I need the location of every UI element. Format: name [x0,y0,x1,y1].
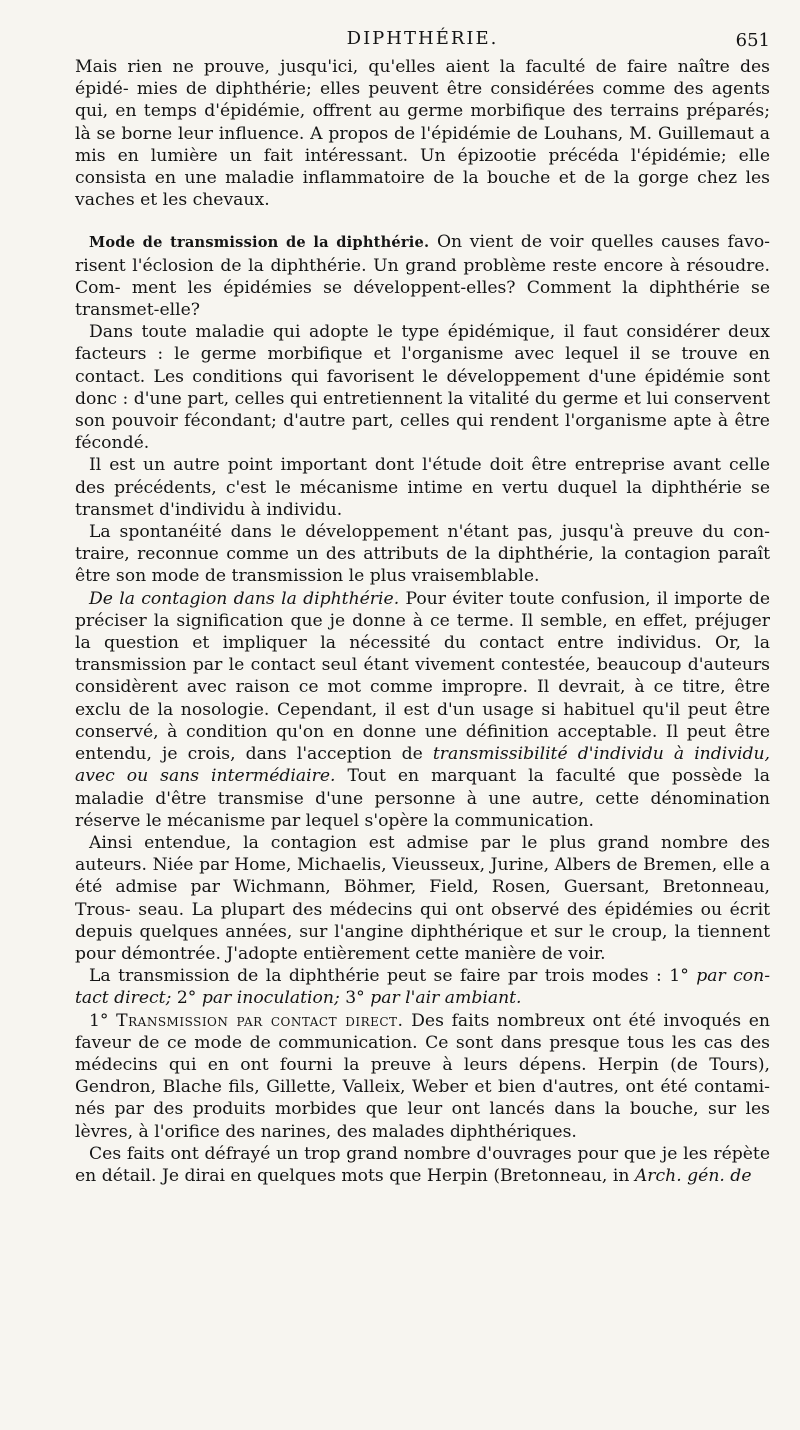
text-line: qu'il peut être conservé, à condition qu'on en donne une définition acceptable. [75,699,771,742]
text-line: La transmission de la diphthérie peut se faire par trois modes : 1° [89,966,697,987]
text-line: en effet, préjuger la question et impliquer la nécessité du contact entre [75,610,770,654]
italic-text: par inoculation; [201,988,340,1009]
text-line: transmet d'individu à individu. [75,499,343,520]
text-line: La spontanéité dans le développement n'étant pas, jusqu'à preuve du con- [89,522,770,543]
text-line: en faveur de ce mode de communication. Ce sont dans presque tous les cas [75,1010,771,1053]
text-line: Il peut être entendu, je crois, dans l'acception de [75,721,770,765]
text-line: des précédents, c'est le mécanisme intime en vertu duquel la diphthérie se [75,477,770,498]
text-line: 2° [171,988,202,1009]
section-number: 1° [89,1010,117,1031]
text-line: des médecins qui en ont fourni la preuve à leurs dépens. Herpin (de Tours), [75,1032,770,1075]
paragraph [75,521,770,588]
section-title: Mode de transmission de la diphthérie. [89,234,430,252]
paragraph [75,832,770,965]
text-line: Des faits nombreux ont été invoqués [403,1010,742,1031]
paragraph [75,1143,770,1187]
paragraph [75,454,770,521]
text-line: Les conditions qui favorisent le développement d'une épidémie sont donc : d'une [75,366,770,409]
text-line: On vient de voir quelles causes favo- [429,232,770,253]
text-line: Niée par Home, Michaelis, Vieusseux, Jurine, Albers de Bremen, elle a été [75,855,770,898]
italic-text: Arch. gén. de [634,1165,752,1186]
italic-text: individu, avec ou sans intermédiaire. [75,744,770,787]
text-line: individus. Or, la transmission par le contact seul étant vivement contestée, [75,633,770,676]
text-line: ment les épidémies se développent-elles? Comment la diphthérie se transmet-elle? [75,277,770,321]
page-number: 651 [735,30,770,51]
paragraph-gap [75,211,770,231]
text-line: Pour éviter toute confusion, [399,588,651,609]
text-line: temps d'épidémie, offrent au germe morbifique des terrains préparés; là se [75,101,770,144]
body-text [75,56,770,1187]
text-line: Mais rien ne prouve, jusqu'ici, qu'elles aient la faculté de faire naître des épidé- [75,57,770,100]
smallcaps-heading: Transmission par contact direct. [116,1010,404,1031]
text-line: seau. La plupart des médecins qui ont observé des épidémies ou écrit depuis [75,899,770,942]
modes-paragraph [75,965,770,1009]
text-line: Il est un autre point important dont l'étude doit être entreprise avant celle [89,455,770,476]
text-line: nés par des produits morbides que leur ont lancés dans la bouche, sur les [75,1099,770,1120]
text-line: Ainsi entendue, la contagion est admise par le plus grand nombre des auteurs. [75,832,770,876]
text-line: risent l'éclosion de la diphthérie. Un grand problème reste encore à résoudre. Com- [75,255,770,298]
transmission-paragraph [75,1010,770,1143]
italic-text: par l'air ambiant. [370,988,522,1009]
text-line: il importe de préciser la signification que je donne à ce terme. Il semble, [75,588,770,631]
paragraph [75,321,770,454]
text-line: la maladie d'être transmise d'une personne à une autre, cette dénomination [75,766,770,809]
text-line: quelques années, sur l'angine diphthérique et sur le croup, la tiennent pour [75,921,770,964]
text-line: en lumière un fait intéressant. Un épizootie précéda l'épidémie; elle consista [75,145,771,189]
text-line: Dans toute maladie qui adopte le type épidémique, il faut considérer deux [89,322,770,343]
text-line: Ces faits ont défrayé un trop grand nombre d'ouvrages pour que je les répète [89,1143,770,1164]
text-line: réserve le mécanisme par lequel s'opère la communication. [75,810,595,831]
text-line: beaucoup d'auteurs considèrent avec raison ce mot comme impropre. Il devrait, [75,655,771,698]
italic-text: tact direct; [75,988,172,1009]
text-line: en une maladie inflammatoire de la bouche et de la gorge chez les vaches et les [75,168,771,211]
text-line: être son mode de transmission le plus vraisemblable. [75,566,540,587]
italic-heading: De la contagion dans la diphthérie. [89,588,400,609]
text-line: facteurs : le germe morbifique et l'organisme avec lequel il se trouve en contact. [75,344,770,387]
text-line: lèvres, à l'orifice des narines, des malades diphthériques. [75,1121,577,1142]
text-line: fécondant; d'autre part, celles qui rendent l'organisme apte à être fécondé. [75,411,770,454]
text-line: traire, reconnue comme un des attributs de la diphthérie, la contagion paraît [75,544,770,565]
text-line: part, celles qui entretiennent la vitalité du germe et lui conservent son pouvoir [75,388,770,432]
text-line: 3° [339,988,371,1009]
text-line: admise par Wichmann, Böhmer, Field, Rosen, Guersant, Bretonneau, Trous- [75,877,770,920]
page-header [75,22,770,52]
text-line: borne leur influence. A propos de l'épidémie de Louhans, M. Guillemaut a mis [75,123,770,166]
italic-text: par con- [696,966,770,987]
contagion-paragraph [75,588,770,832]
running-title: DIPHTHÉRIE. [346,28,499,49]
italic-text: transmissibilité d'individu à [432,744,685,765]
paragraph [75,56,770,211]
text-line: démontrée. J'adopte entièrement cette manière de voir. [121,943,606,964]
section-paragraph [75,231,770,321]
text-line: mies de diphthérie; elles peuvent être considérées comme des agents qui, en [75,79,770,122]
text-line: à ce titre, être exclu de la nosologie. Cependant, il est d'un usage si habituel [75,677,770,720]
text-line: chevaux. [192,190,270,211]
text-line: Tout en marquant la faculté que possède [335,766,743,787]
text-line: en détail. Je dirai en quelques mots que Herpin (Bretonneau, in [75,1165,635,1186]
text-line: Gendron, Blache fils, Gillette, Valleix, Weber et bien d'autres, ont été contami- [75,1077,770,1098]
